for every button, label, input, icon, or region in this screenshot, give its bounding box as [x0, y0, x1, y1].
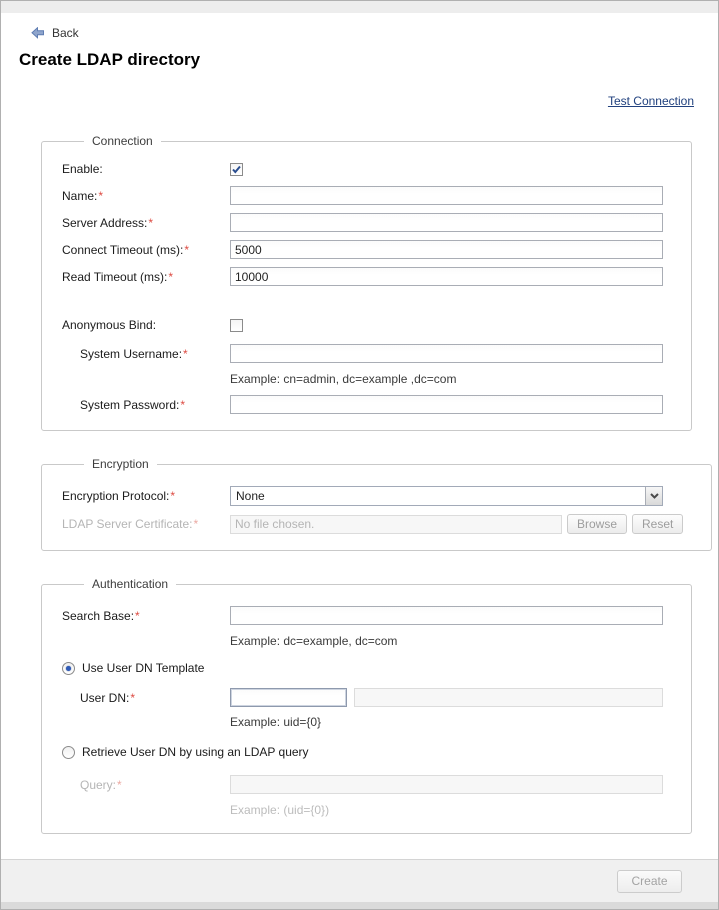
user-dn-label: User DN:*: [80, 690, 136, 705]
ldap-query-radio[interactable]: [62, 746, 75, 759]
ldap-query-radio-row: [62, 745, 663, 759]
read-timeout-row: [62, 267, 663, 286]
name-label: Name:*: [62, 188, 104, 203]
read-timeout-label: Read Timeout (ms):*: [62, 269, 174, 284]
encryption-section: [41, 457, 712, 551]
user-dn-suffix-input: [354, 688, 663, 707]
create-button[interactable]: Create: [617, 870, 682, 893]
search-base-label: Search Base:*: [62, 608, 140, 623]
query-row: [62, 775, 663, 794]
dn-template-radio-row: [62, 661, 663, 675]
required-asterisk: *: [170, 489, 176, 503]
read-timeout-input[interactable]: [230, 267, 663, 286]
system-username-label: System Username:*: [80, 346, 188, 361]
anonymous-bind-row: [62, 318, 663, 332]
ldap-certificate-row: [62, 514, 683, 534]
ldap-certificate-input: [230, 515, 562, 534]
page-title: Create LDAP directory: [19, 50, 201, 69]
back-label: Back: [52, 26, 79, 40]
system-username-input[interactable]: [230, 344, 663, 363]
required-asterisk: *: [148, 215, 154, 230]
required-asterisk: *: [130, 690, 136, 705]
back-button[interactable]: [31, 26, 79, 40]
required-asterisk: *: [193, 517, 199, 531]
required-asterisk: *: [135, 608, 140, 623]
required-asterisk: *: [184, 242, 190, 257]
encryption-protocol-select[interactable]: [230, 486, 663, 506]
test-connection-link[interactable]: Test Connection: [607, 94, 694, 108]
test-connection-row: [1, 94, 694, 108]
required-asterisk: *: [168, 269, 174, 284]
encryption-protocol-label: Encryption Protocol:*: [62, 489, 176, 503]
enable-row: [62, 162, 663, 176]
chevron-down-icon: [650, 493, 659, 499]
server-address-row: [62, 213, 663, 232]
browse-button: Browse: [567, 514, 627, 534]
required-asterisk: *: [98, 188, 104, 203]
dn-template-radio-label: Use User DN Template: [82, 661, 205, 675]
user-dn-input[interactable]: [230, 688, 347, 707]
required-asterisk: *: [183, 346, 188, 361]
user-dn-row: [62, 688, 663, 707]
server-address-label: Server Address:*: [62, 215, 154, 230]
reset-button: Reset: [632, 514, 683, 534]
required-asterisk: *: [117, 777, 122, 792]
name-input[interactable]: [230, 186, 663, 205]
query-example: Example: (uid={0}): [230, 803, 330, 817]
name-row: [62, 186, 663, 205]
system-username-row: [62, 344, 663, 363]
ldap-query-radio-label: Retrieve User DN by using an LDAP query: [82, 745, 309, 759]
dn-template-radio[interactable]: [62, 662, 75, 675]
back-arrow-icon: [31, 27, 45, 39]
connect-timeout-row: [62, 240, 663, 259]
system-password-row: [62, 395, 663, 414]
connect-timeout-label: Connect Timeout (ms):*: [62, 242, 190, 257]
system-password-input[interactable]: [230, 395, 663, 414]
footer: [1, 859, 718, 909]
search-base-example: Example: dc=example, dc=com: [230, 634, 398, 648]
authentication-legend: Authentication: [92, 577, 169, 591]
system-password-label: System Password:*: [80, 397, 186, 412]
connection-legend: Connection: [92, 134, 153, 148]
ldap-certificate-label: LDAP Server Certificate:*: [62, 517, 199, 531]
enable-checkbox[interactable]: [230, 163, 243, 176]
search-base-row: [62, 606, 663, 625]
encryption-protocol-value: None: [236, 489, 265, 503]
connection-section: [41, 134, 692, 431]
window-top-strip: [1, 1, 718, 13]
server-address-input[interactable]: [230, 213, 663, 232]
window-bottom-strip: [1, 902, 718, 909]
query-input: [230, 775, 663, 794]
anonymous-bind-checkbox[interactable]: [230, 319, 243, 332]
authentication-section: [41, 577, 692, 834]
encryption-protocol-row: [62, 486, 683, 506]
select-dropdown-button: [645, 487, 662, 505]
user-dn-example: Example: uid={0}: [230, 715, 322, 729]
footer-bar: [1, 859, 718, 902]
check-icon: [231, 164, 242, 175]
encryption-legend: Encryption: [92, 457, 149, 471]
required-asterisk: *: [180, 397, 186, 412]
connect-timeout-input[interactable]: [230, 240, 663, 259]
system-username-example: Example: cn=admin, dc=example ,dc=com: [230, 372, 457, 386]
enable-label: Enable:: [62, 162, 103, 176]
query-label: Query:*: [80, 777, 122, 792]
search-base-input[interactable]: [230, 606, 663, 625]
anonymous-bind-label: Anonymous Bind:: [62, 318, 157, 332]
